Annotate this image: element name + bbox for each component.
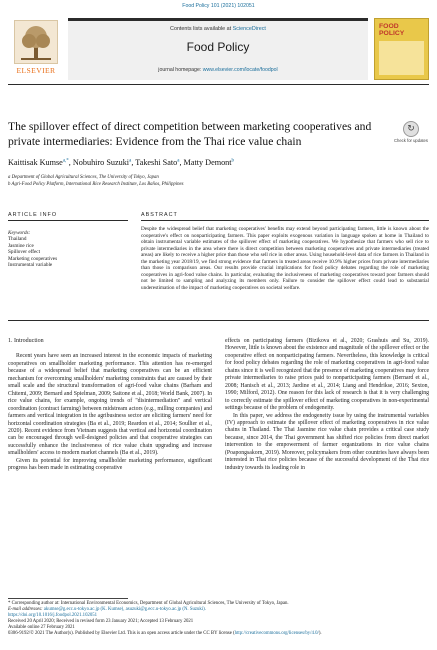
contents-line — [68, 26, 368, 32]
license-note — [8, 631, 429, 637]
header-divider — [8, 84, 429, 85]
email-label: E-mail addresses: — [8, 606, 44, 612]
license-link[interactable]: http://creativecommons.org/licenses/by/4.0/ — [234, 630, 319, 636]
body-paragraph: In this paper, we address the endogeneity issue by using the instrumental variables (IV) approach to estimate the spillover effect of marketing cooperatives in rice value chains in Thailand. The Thai Jasmine rice value chain provides a critical case study because, since 2014, the Thai government has shifted rice policies from direct market intervention to the empowerment of farmer organizations in rice value chains (Poapongsakorn, 2019). Moreover, policymakers from other countries have always been interested in Thai rice policies because of the successful development of the Thai rice industry towards its leading role in — [225, 412, 429, 471]
check-updates-label: Check for updates — [394, 138, 428, 143]
sciencedirect-link[interactable]: ScienceDirect — [232, 26, 266, 32]
abstract-bottom-rule — [8, 320, 429, 321]
elsevier-wordmark: ELSEVIER — [16, 66, 56, 75]
author-marks[interactable]: a — [177, 158, 180, 164]
abstract-rule — [141, 220, 429, 221]
homepage-link[interactable]: www.elsevier.com/locate/foodpol — [202, 67, 278, 73]
doi-link[interactable]: https://doi.org/10.1016/j.foodpol.2021.102051 — [8, 612, 98, 618]
keyword: Spillover effect — [8, 249, 41, 256]
keywords-label: Keywords: — [8, 230, 31, 236]
article-title: The spillover effect of direct competition between marketing cooperatives and private intermediaries: Evidence from the Thai rice value chain — [8, 120, 372, 148]
journal-cover-thumbnail[interactable] — [374, 18, 429, 80]
contents-prefix: Contents lists available at — [170, 26, 233, 32]
cover-title-line-1: FOOD — [379, 23, 399, 30]
corresponding-author-note: * Corresponding author at: International Environmental Economics, Department of Global Agricultural Sciences, The University of Tokyo, Japan. — [8, 601, 289, 606]
body-column-left — [8, 338, 212, 473]
author-marks[interactable]: a,* — [62, 158, 69, 164]
affiliation: a Department of Global Agricultural Sciences, The University of Tokyo, Japan — [8, 175, 159, 180]
footnotes — [8, 601, 429, 636]
keyword: Instrumental variable — [8, 262, 53, 269]
author-name[interactable]: Nobuhiro Suzuki — [72, 158, 130, 167]
body-paragraph: effects on participating farmers (Bizikova et al., 2020; Grashuis and Su, 2019). However, little is known about the existence and magnitude of the spillover effect or the cooperative effect on nonparticipating farmers. Nevertheless, this knowledge is critical for food policy debates regarding the role of marketing cooperatives in agri-food value chains since it is well recognized that the presence of marketing cooperatives may force private intermediaries to raise prices paid to nonparticipating farmers (Bernard et al., 2008; Hanisch et al., 2013; Jardine et al., 2014; Liang and Hendrikse, 2016; Sexton, 1990; Milford, 2012). One reason for this lack of research is that it is very challenging to correctly estimate the spillover effect of marketing cooperatives in non-experimental settings because of the problem of endogeneity. — [225, 338, 429, 412]
homepage-prefix: journal homepage: — [158, 67, 203, 73]
license-prefix: 0306-9192/© 2021 The Author(s). Published by Elsevier Ltd. This is an open access article under the CC BY license ( — [8, 630, 235, 636]
affiliation: b Agri-Food Policy Platform, International Rice Research Institute, Los Baños, Philippines — [8, 182, 184, 187]
journal-title: Food Policy — [186, 40, 250, 54]
elsevier-tree-icon — [14, 20, 58, 64]
author-marks[interactable]: b — [231, 158, 235, 164]
license-suffix: ). — [318, 630, 322, 636]
keywords-block — [8, 230, 128, 268]
abstract-heading: ABSTRACT — [141, 212, 178, 218]
section-heading-introduction: 1. Introduction — [8, 338, 44, 344]
footnote-rule — [8, 598, 128, 599]
journal-header — [8, 18, 429, 80]
email-links[interactable]: akumse@g.ecc.u-tokyo.ac.jp (K. Kumse), asuzuki@g.ecc.u-tokyo.ac.jp (N. Suzuki). — [43, 606, 206, 612]
keyword: Marketing cooperatives — [8, 255, 58, 262]
cover-title-line-2: POLICY — [379, 30, 405, 38]
elsevier-logo[interactable] — [8, 18, 64, 80]
header-center-panel — [68, 18, 368, 80]
author-marks[interactable]: a — [129, 158, 132, 164]
keyword: Jasmine rice — [8, 242, 34, 249]
check-for-updates-button[interactable] — [392, 121, 430, 151]
author-name[interactable]: Kaittisak Kumse — [8, 158, 63, 167]
cover-title — [379, 23, 404, 37]
keyword: Thailand — [8, 236, 27, 243]
body-paragraph: Given its potential for improving smallholder marketing performance, significant progress has been made in estimating cooperative — [8, 457, 212, 472]
available-online: Available online 27 February 2021 — [8, 624, 75, 630]
check-updates-icon: ↻ — [403, 121, 419, 137]
body-column-right — [225, 338, 429, 472]
cover-artwork — [379, 41, 424, 75]
received-dates: Received 20 April 2020; Received in revised form 23 January 2021; Accepted 13 February 2021 — [8, 618, 194, 624]
author-name[interactable]: Matty Demont — [183, 158, 232, 167]
article-info-heading: ARTICLE INFO — [8, 212, 58, 218]
article-info-rule — [8, 220, 128, 221]
author-list: Kaittisak Kumse$^{a,*}$, Nobuhiro Suzuki$^a$, Takeshi Sato$^a$, Matty Demont$^b$ — [8, 158, 235, 167]
abstract-text: Despite the widespread belief that marketing cooperatives' benefits may extend beyond participating farmers, little is known about the cooperative's effect on nonparticipating farmers. This paper exploits exogenous variation in language spoken at home in Thailand to obtain instrumental variable estimates of the spillover effect of marketing cooperatives. We hypothesize that farmers who sell rice to private intermediaries in the area where there is direct competition between marketing cooperatives and private intermediaries (treated areas) are likely to receive a higher price than those who sell rice in other areas. Using household-level data of rice farmers in Thailand in the marketing year 2018/19, we find strong evidence that farmers in treated areas receive 10.9% higher prices from private intermediaries than those in comparison areas. Our results provide crucial implications for food policy debates regarding the role of marketing cooperatives in agri-food value chains. In particular, evaluating the inclusiveness of marketing cooperatives toward poor farmers should not be limited to sampling and analyzing its members only. Failure to consider the spillover effect could lead to substantial underestimation of the impact of marketing cooperatives on societal welfare. — [141, 226, 429, 291]
journal-reference[interactable]: Food Policy 101 (2021) 102051 — [182, 3, 255, 9]
body-paragraph: Recent years have seen an increased interest in the economic impacts of marketing cooperatives on smallholder marketing performance. This attention has re-emerged because of a widespread belief that marketing cooperatives can be an efficient mechanism for overcoming smallholders' marketing constraints that are caused by their small scale and the structural transformation of agri-food value chains (Barham and Chitemi, 2009; Bernard and Spielman, 2009; Saitone et al., 2018; World Bank, 2007). In rice value chains, for example, ongoing trends of "disintermediation" and vertical coordination (contract farming) between midstream actors (e.g., milling companies) and farmers and vertical integration in the agribusiness sector are eliciting farmers' need for horizontal coordination strategies (Ba et al., 2019; Reardon et al., 2014; Soullier et al., 2020). Recent evidence from Vietnam suggests that vertical and horizontal coordination can be encouraged through well-designed policies and that cooperative strategies can successfully enhance the inclusiveness of rice value chain upgrading and increase smallholders' access to modern market channels (Ba et al., 2019). — [8, 353, 212, 457]
journal-homepage — [68, 67, 368, 73]
author-name[interactable]: Takeshi Sato — [135, 158, 178, 167]
